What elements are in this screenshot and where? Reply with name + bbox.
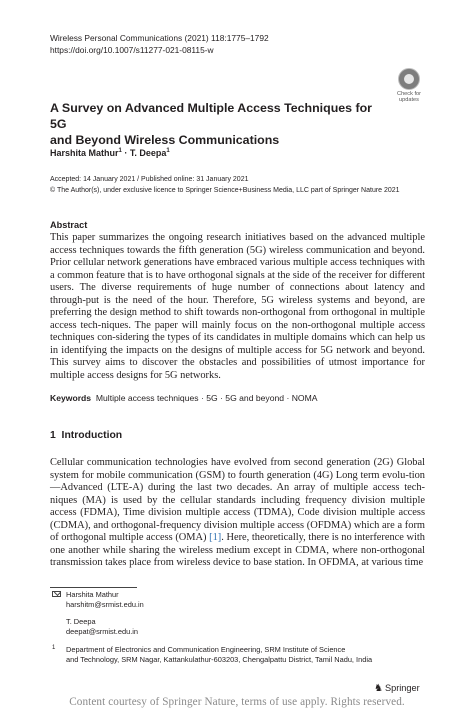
intro-text-part-2: . Here, theoretically, there is no interference with one another while sharing the wireless medium except in CDMA, where non-orthogonal transmission takes place from wireless device to base station. In OFDMA, at various time (50, 532, 425, 569)
affiliation-line-2: and Technology, SRM Nagar, Kattankulathur-603203, Chengalpattu District, Tamil Nadu, India (66, 655, 373, 665)
affiliation-line-1: Department of Electronics and Communication Engineering, SRM Institute of Science (66, 645, 346, 654)
intro-text-part-1: Cellular communication technologies have evolved from second generation (2G) Global system for mobile communication (GSM) to fourth generation (4G) Long term evolu-tion—Advanced (LTE-A) during the last two decades. An array of multiple access tech-niques (MA) is used by the cellular standards including frequency division multiple access (FDMA), Time division multiple access (TDMA), Code division multiple access (CDMA), and orthogonal-frequency division multiple access (OFDMA) which are a form of orthogonal multiple access (OMA) (50, 457, 425, 544)
title-line-1: A Survey on Advanced Multiple Access Techniques for 5G (50, 101, 373, 131)
publisher-name: Springer (384, 683, 420, 693)
affiliation-marker: 1 (52, 645, 56, 651)
abstract-text: This paper summarizes the ongoing research initiatives based on the advanced multiple access techniques towards the fifth generation (5G) wireless communication and beyond. Prior cellular network generations have embraced various multiple access techniques with a common feature that is to have orthogonal signals at the side of the receiver for different users. The diverse requirements of huge number of connections about latency and through-put is the need of the hour. Therefore, 5G wireless systems and beyond, are preferring the design method to shift towards non-orthogonal from orthogonal in multiple access tech-niques. The paper will mainly focus on the non-orthogonal multiple access techniques con-sidering the types of its candidates in multiple domains which can help us in identifying the impacts on the designs of multiple access for 5G network and beyond. This survey aims to discover the obstacles and possibilities of utmost importance for multiple access designs for 5G networks. (50, 232, 425, 382)
doi-link[interactable]: https://doi.org/10.1007/s11277-021-08115-w (50, 45, 214, 55)
springer-horse-icon: ♞ (374, 683, 383, 694)
courtesy-banner: Content courtesy of Springer Nature, terms of use apply. Rights reserved. (69, 696, 405, 708)
author-2[interactable]: T. Deepa (129, 148, 167, 158)
publication-dates: Accepted: 14 January 2021 / Published online: 31 January 2021 (50, 176, 249, 183)
springer-logo (374, 683, 420, 694)
paper-title (50, 100, 380, 148)
journal-citation: Wireless Personal Communications (2021) 118:1775–1792 (50, 33, 269, 43)
section-heading-introduction: 1 Introduction (50, 430, 123, 441)
check-for-updates-icon (398, 68, 420, 90)
keywords-label: Keywords (50, 393, 92, 403)
title-line-2: and Beyond Wireless Communications (50, 133, 280, 147)
contact-1-name: Harshita Mathur (66, 590, 119, 599)
copyright-notice: © The Author(s), under exclusive licence to Springer Science+Business Media, LLC part of Springer Nature 2021 (50, 187, 400, 194)
footnote-divider (50, 587, 137, 588)
author-2-affil: 1 (166, 148, 170, 154)
envelope-icon (52, 591, 61, 597)
badge-line-2: updates (399, 97, 419, 103)
contact-block-1 (66, 590, 144, 610)
introduction-text (50, 457, 425, 570)
contact-block-2 (66, 617, 138, 637)
contact-2-name: T. Deepa (66, 617, 96, 626)
check-for-updates-badge[interactable] (392, 68, 426, 102)
author-1[interactable]: Harshita Mathur (50, 148, 119, 158)
affiliation-text (66, 645, 416, 665)
contact-1-email[interactable]: harshitm@srmist.edu.in (66, 600, 144, 610)
author-list (50, 148, 170, 158)
author-separator: · (121, 148, 130, 158)
badge-line-1: Check for (397, 91, 421, 97)
keywords (50, 393, 430, 403)
keywords-text: Multiple access techniques · 5G · 5G and beyond · NOMA (95, 393, 318, 403)
abstract-heading: Abstract (50, 220, 88, 230)
contact-2-email[interactable]: deepat@srmist.edu.in (66, 627, 139, 637)
citation-link[interactable]: [1] (209, 532, 222, 544)
author-1-affil: 1 (118, 148, 122, 154)
